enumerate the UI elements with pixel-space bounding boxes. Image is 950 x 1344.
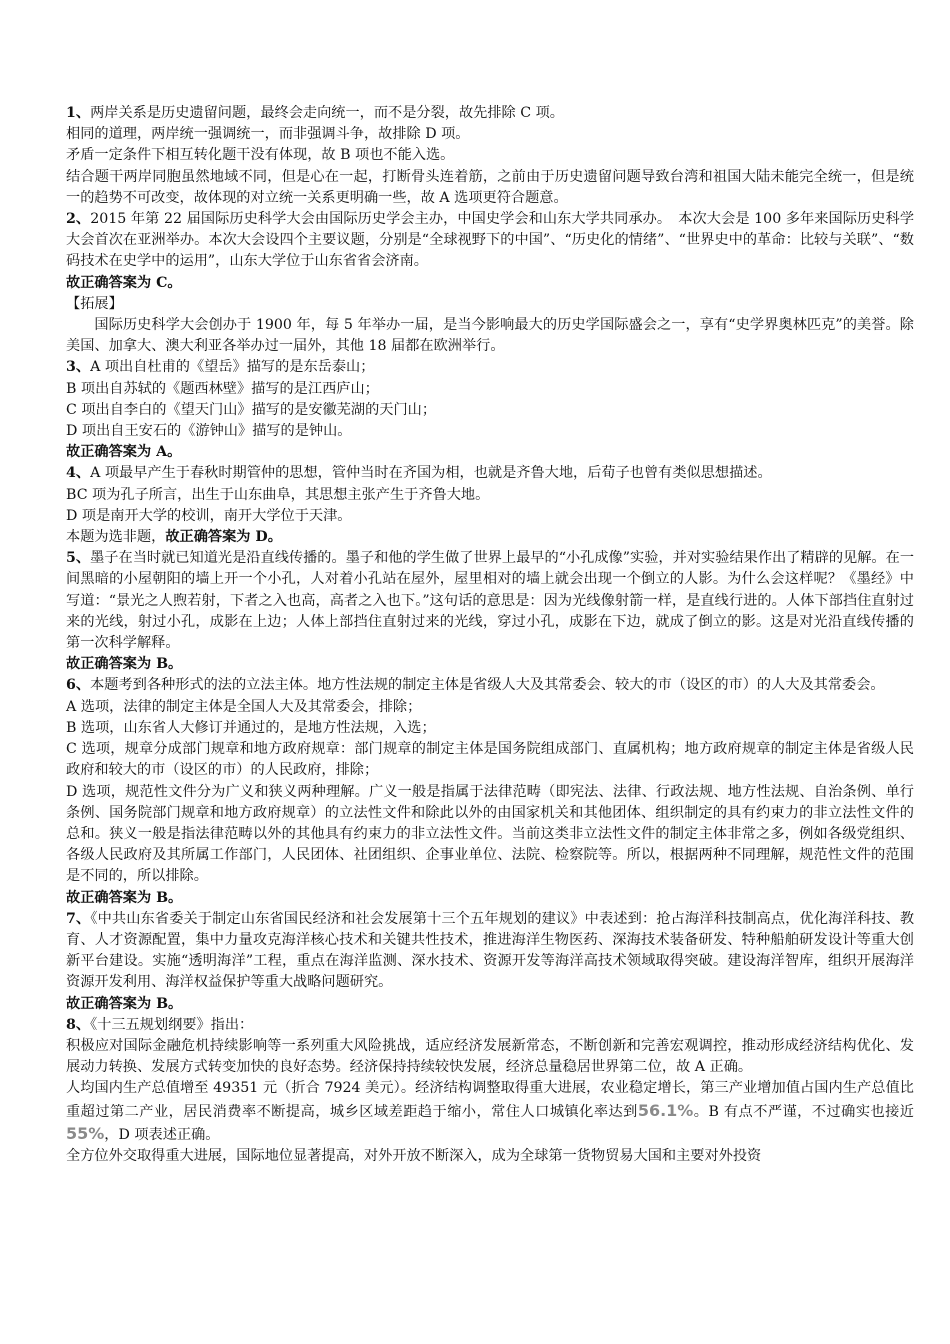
q1-line-1: 1、两岸关系是历史遗留问题，最终会走向统一，而不是分裂，故先排除 C 项。 [66, 105, 564, 121]
q5-number: 5、 [66, 550, 91, 567]
q1-line-2: 相同的道理，两岸统一强调统一，而非强调斗争，故排除 D 项。 [66, 126, 470, 143]
q2-answer: 故正确答案为 C。 [66, 274, 182, 291]
q6-answer: 故正确答案为 B。 [66, 889, 183, 906]
q8-line-3: 人均国内生产总值增至 49351 元（折合 7924 美元）。经济结构调整取得重大进展，农业稳定增长，第三产业增加值占国内生产总值比重超过第二产业，居民消费率不断提高，城乡区域差距趋于缩小，常住人口城镇化率达到56.1%。B 有点不严谨，不过确实也接近55%，D 项表述正确。 [66, 1080, 914, 1143]
q7-number: 7、 [66, 910, 91, 927]
q8-percent-urbanization: 56.1% [637, 1100, 694, 1120]
q7-answer: 故正确答案为 B。 [66, 995, 183, 1012]
q8-percent-target: 55% [66, 1123, 105, 1143]
q2-number: 2、 [66, 211, 91, 228]
q4-line-1: 4、A 项最早产生于春秋时期管仲的思想，管仲当时在齐国为相，也就是齐鲁大地，后荀子也曾有类似思想描述。 [66, 465, 772, 482]
q7-paragraph: 7、《中共山东省委关于制定山东省国民经济和社会发展第十三个五年规划的建议》中表述到：抢占海洋科技制高点，优化海洋科技、教育、人才资源配置，集中力量攻克海洋核心技术和关键共性技术，推进海洋生物医药、深海技术装备研发、特种船舶研发设计等重大创新平台建设。实施“透明海洋”工程，重点在海洋监测、深水技术、资源开发等海洋高技术领域取得突破。建设海洋智库，组织开展海洋资源开发利用、海洋权益保护等重大战略问题研究。 [66, 910, 915, 991]
q5-answer: 故正确答案为 B。 [66, 656, 183, 673]
q6-option-c: C 选项，规章分成部门规章和地方政府规章：部门规章的制定主体是国务院组成部门、直属机构；地方政府规章的制定主体是省级人民政府和较大的市（设区的市）的人民政府，排除； [66, 741, 914, 779]
q8-number: 8、 [66, 1016, 91, 1033]
q4-line-2: BC 项为孔子所言，出生于山东曲阜，其思想主张产生于齐鲁大地。 [66, 486, 490, 503]
q5-paragraph: 5、墨子在当时就已知道光是沿直线传播的。墨子和他的学生做了世界上最早的“小孔成像”实验，并对实验结果作出了精辟的见解。在一间黑暗的小屋朝阳的墙上开一个小孔，人对着小孔站在屋外，屋里相对的墙上就会出现一个倒立的人影。为什么会这样呢？《墨经》中写道：“景光之人煦若射，下者之入也高，高者之入也下。”这句话的意思是：因为光线像射箭一样，是直线行进的。人体下部挡住直射过来的光线，射过小孔，成影在上边；人体上部挡住直射过来的光线，穿过小孔，成影在下边，就成了倒立的影。这是对光沿直线传播的第一次科学解释。 [66, 550, 915, 652]
q4-number: 4、 [66, 465, 91, 482]
q2-paragraph: 2、2015 年第 22 届国际历史科学大会由国际历史学会主办，中国史学会和山东大学共同承办。 本次大会是 100 多年来国际历史科学大会首次在亚洲举办。本次大会设四个主要议题，分别是“全球视野下的中国”、“历史化的情绪”、“世界史中的革命：比较与关联”、“数码技术在史学中的运用”，山东大学位于山东省省会济南。 [66, 211, 915, 270]
q4-line-3: D 项是南开大学的校训，南开大学位于天津。 [66, 507, 352, 524]
q3-number: 3、 [66, 359, 91, 376]
q6-paragraph: 6、本题考到各种形式的法的立法主体。地方性法规的制定主体是省级人大及其常委会、较大的市（设区的市）的人大及其常委会。 [66, 677, 885, 694]
q3-line-1: 3、A 项出自杜甫的《望岳》描写的是东岳泰山； [66, 359, 375, 376]
q3-line-4: D 项出自王安石的《游钟山》描写的是钟山。 [66, 423, 352, 440]
q1-line-3: 矛盾一定条件下相互转化题干没有体现，故 B 项也不能入选。 [66, 147, 455, 164]
q6-option-a: A 选项，法律的制定主体是全国人大及其常委会，排除； [66, 698, 422, 715]
q6-option-b: B 选项，山东省人大修订并通过的，是地方性法规，入选； [66, 719, 436, 736]
q6-option-d: D 选项，规范性文件分为广义和狭义两种理解。广义一般是指属于法律范畴（即宪法、法律、行政法规、地方性法规、自治条例、单行条例、国务院部门规章和地方政府规章）的立法性文件和除此以外的由国家机关和其他团体、组织制定的具有约束力的非立法性文件的总和。狭义一般是指法律范畴以外的其他具有约束力的非立法性文件。当前这类非立法性文件的制定主体非常之多，例如各级党组织、各级人民政府及其所属工作部门，人民团体、社团组织、企事业单位、法院、检察院等。所以，根据两种不同理解，规范性文件的范围是不同的，所以排除。 [66, 783, 914, 885]
q3-line-2: B 项出自苏轼的《题西林壁》描写的是江西庐山； [66, 380, 379, 397]
q3-answer: 故正确答案为 A。 [66, 444, 182, 461]
q1-line-4: 结合题干两岸同胞虽然地域不同，但是心在一起，打断骨头连着筋，之前由于历史遗留问题导致台湾和祖国大陆未能完全统一，但是统一的趋势不可改变，故体现的对立统一关系更明确一些，故 A 选项更符合题意。 [66, 168, 914, 206]
q1-number: 1、 [66, 105, 91, 121]
q6-number: 6、 [66, 677, 91, 694]
q8-line-4: 全方位外交取得重大进展，国际地位显著提高，对外开放不断深入，成为全球第一货物贸易大国和主要对外投资 [66, 1147, 762, 1164]
q2-extension-title: 【拓展】 [66, 295, 123, 312]
q8-line-1: 8、《十三五规划纲要》指出： [66, 1016, 254, 1033]
q2-extension-text: 国际历史科学大会创办于 1900 年，每 5 年举办一届，是当今影响最大的历史学国际盛会之一，享有“史学界奥林匹克”的美誉。除美国、加拿大、澳大利亚各举办过一届外，其他 18 届都在欧洲举行。 [66, 317, 914, 355]
q8-line-2: 积极应对国际金融危机持续影响等一系列重大风险挑战，适应经济发展新常态，不断创新和完善宏观调控，推动形成经济结构优化、发展动力转换、发展方式转变加快的良好态势。经济保持持续较快发展，经济总量稳居世界第二位，故 A 正确。 [66, 1037, 914, 1076]
q3-line-3: C 项出自李白的《望天门山》描写的是安徽芜湖的天门山； [66, 401, 437, 418]
q4-line-4: 本题为选非题，故正确答案为 D。 [66, 529, 282, 546]
q4-answer: 故正确答案为 D。 [165, 529, 282, 546]
